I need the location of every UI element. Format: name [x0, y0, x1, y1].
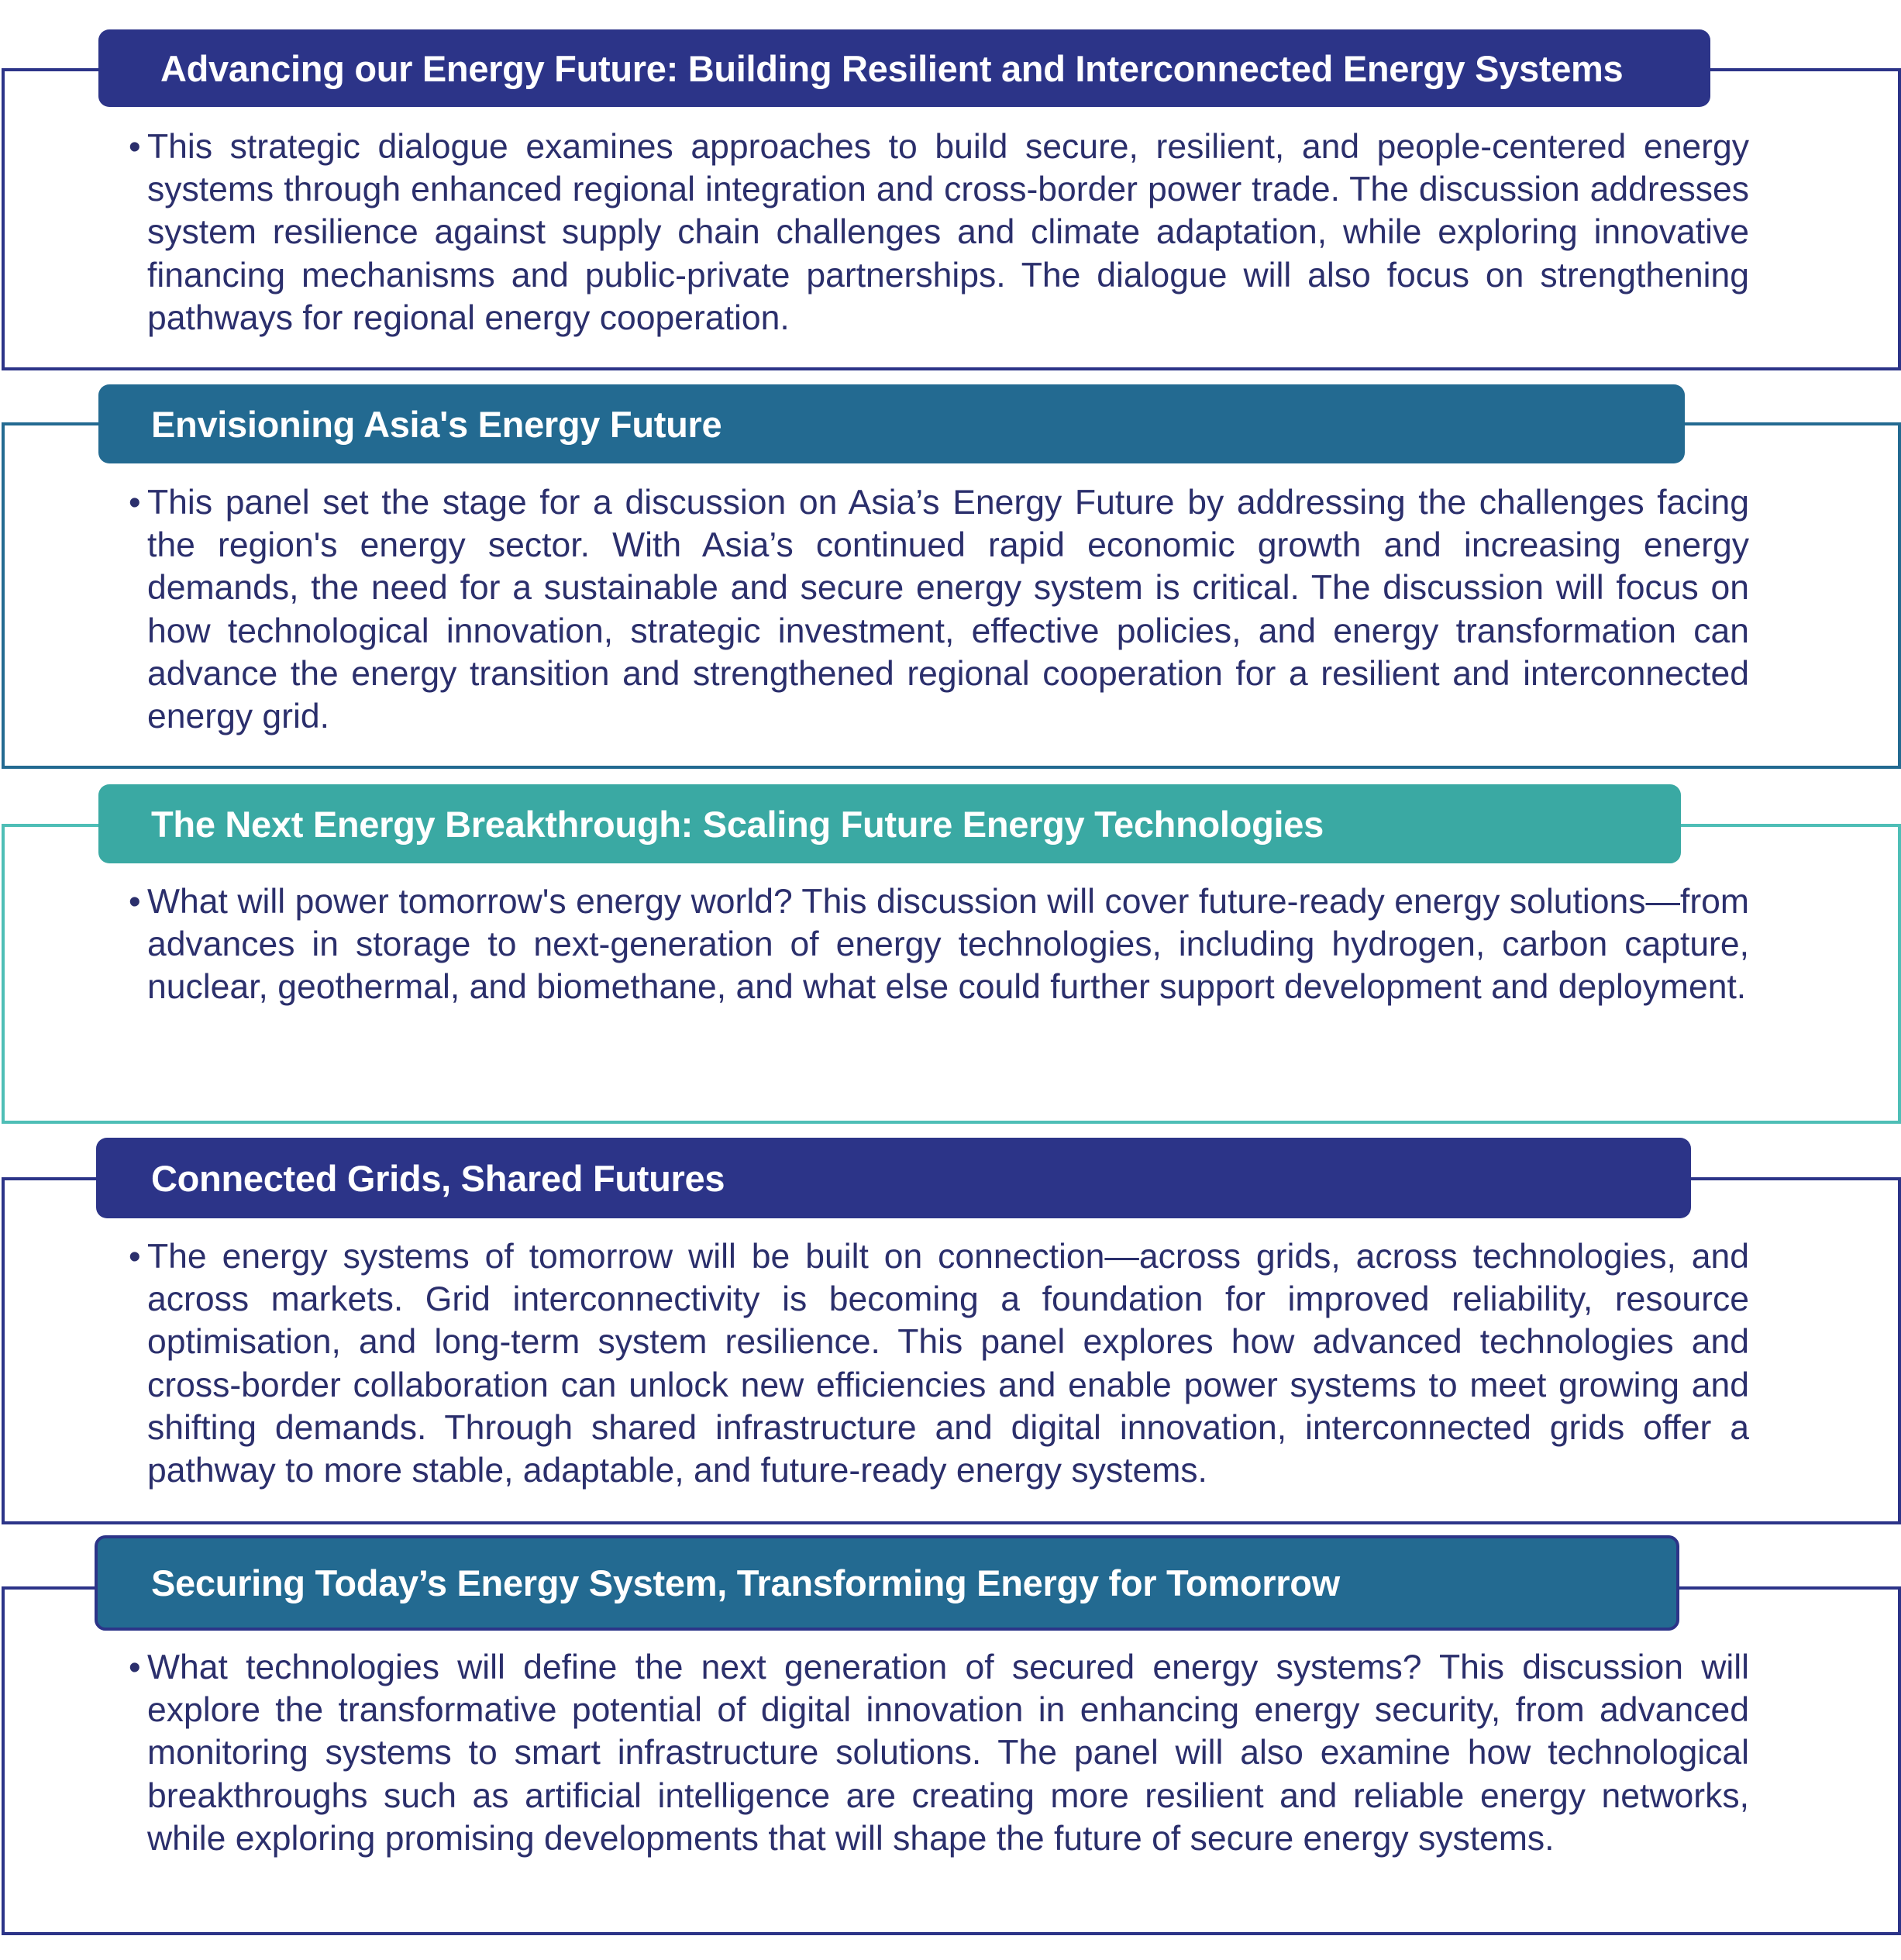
- panel-description-text: The energy systems of tomorrow will be built on connection—across grids, across technologies, and across markets. Grid interconnectivity is becoming a foundation for improved reliability, resource optimisation, and long-term system resilience. This panel explores how advanced technologies and cross-border collaboration can unlock new efficiencies and enable power systems to meet growing and shifting demands. Through shared infrastructure and digital innovation, interconnected grids offer a pathway to more stable, adaptable, and future-ready energy systems.: [147, 1238, 1749, 1490]
- panel-description: [129, 1646, 1749, 1860]
- panel-description-text: What technologies will define the next generation of secured energy systems? This discussion will explore the transformative potential of digital innovation in enhancing energy security, from advanced monitoring systems to smart infrastructure solutions. The panel will also examine how technological breakthroughs such as artificial intelligence are creating more resilient and reliable energy networks, while exploring promising developments that will shape the future of secure energy systems.: [147, 1648, 1749, 1858]
- panel-title: Connected Grids, Shared Futures: [96, 1138, 1691, 1218]
- panel-title: Advancing our Energy Future: Building Resilient and Interconnected Energy Systems: [98, 29, 1710, 107]
- panel-title: Securing Today’s Energy System, Transforming Energy for Tomorrow: [95, 1535, 1679, 1631]
- panel-title: Envisioning Asia's Energy Future: [98, 384, 1685, 463]
- panel-description-text: This strategic dialogue examines approaches to build secure, resilient, and people-centered energy systems through enhanced regional integration and cross-border power trade. The discussion addresses system resilience against supply chain challenges and climate adaptation, while exploring innovative financing mechanisms and public-private partnerships. The dialogue will also focus on strengthening pathways for regional energy cooperation.: [147, 128, 1749, 337]
- bullet-marker: •: [129, 128, 141, 166]
- panel-title: The Next Energy Breakthrough: Scaling Future Energy Technologies: [98, 784, 1681, 863]
- panel-description-text: This panel set the stage for a discussion on Asia’s Energy Future by addressing the challenges facing the region's energy sector. With Asia’s continued rapid economic growth and increasing energy demands, the need for a sustainable and secure energy system is critical. The discussion will focus on how technological innovation, strategic investment, effective policies, and energy transformation can advance the energy transition and strengthened regional cooperation for a resilient and interconnected energy grid.: [147, 484, 1749, 736]
- bullet-marker: •: [129, 883, 141, 921]
- panel-description-text: What will power tomorrow's energy world? This discussion will cover future-ready energy solutions—from advances in storage to next-generation of energy technologies, including hydrogen, carbon capture, nuclear, geothermal, and biomethane, and what else could further support development and deployment.: [147, 883, 1749, 1007]
- bullet-marker: •: [129, 484, 141, 522]
- bullet-marker: •: [129, 1238, 141, 1276]
- bullet-marker: •: [129, 1648, 141, 1686]
